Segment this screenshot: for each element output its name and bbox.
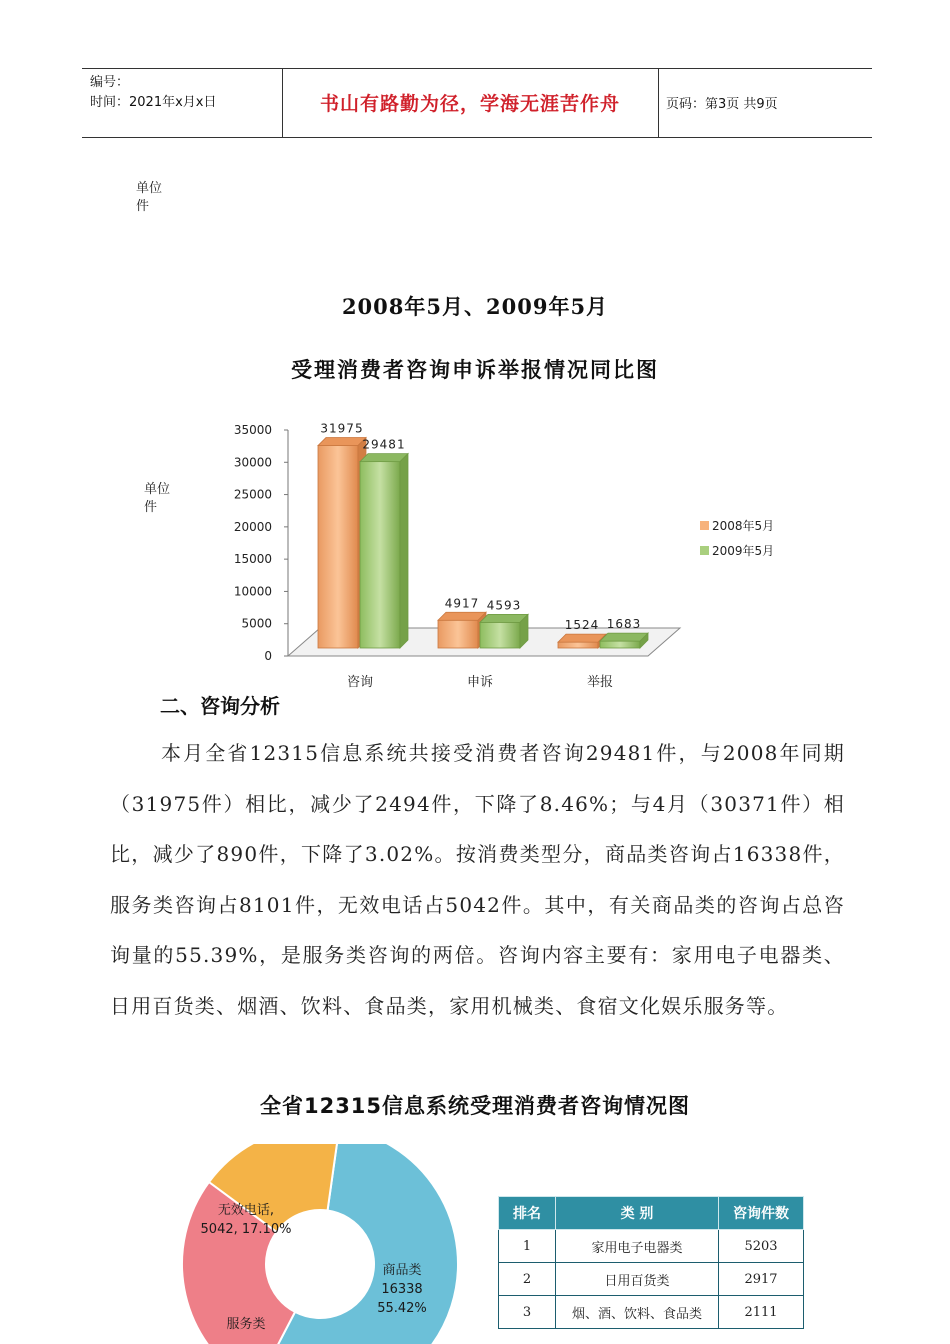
bar xyxy=(558,634,606,648)
table-cell-count: 2111 xyxy=(719,1296,804,1329)
legend-swatch xyxy=(700,546,709,555)
chart-unit-label: 单位 件 xyxy=(144,482,171,515)
bar-front xyxy=(438,620,478,648)
data-label: 1683 xyxy=(606,617,642,632)
table-cell-rank: 3 xyxy=(499,1296,556,1329)
table-cell-rank: 2 xyxy=(499,1263,556,1296)
bar xyxy=(360,454,408,648)
legend-entry: 2009年5月 xyxy=(712,544,775,558)
table-cell-category: 家用电子电器类 xyxy=(556,1230,719,1263)
legend-swatch xyxy=(700,521,709,530)
ranking-table xyxy=(498,1196,804,1329)
table-cell-category: 烟、酒、饮料、食品类 xyxy=(556,1296,719,1329)
date-label: 时间：2021年x月x日 xyxy=(90,95,217,110)
bar-front xyxy=(600,641,640,648)
bar-front xyxy=(480,622,520,648)
data-label: 4593 xyxy=(486,598,522,613)
table-cell-count: 5203 xyxy=(719,1230,804,1263)
table-cell-count: 2917 xyxy=(719,1263,804,1296)
x-category-label: 申诉 xyxy=(466,675,494,690)
page-number: 页码：第3页 共9页 xyxy=(666,97,778,112)
bar xyxy=(600,633,648,648)
bar-front xyxy=(558,642,598,648)
x-category-label: 咨询 xyxy=(346,675,374,690)
figure2-title: 全省12315信息系统受理消费者咨询情况图 xyxy=(259,1094,691,1118)
y-tick-label: 30000 xyxy=(233,455,272,470)
data-label: 4917 xyxy=(444,596,480,611)
analysis-paragraph xyxy=(110,728,845,1031)
table-cell-rank: 1 xyxy=(499,1230,556,1263)
data-label: 29481 xyxy=(362,437,406,452)
slice-label: 无效电话, 5042, 17.10% xyxy=(200,1203,292,1237)
y-tick-label: 15000 xyxy=(233,552,272,567)
bar xyxy=(438,612,486,648)
donut-chart xyxy=(180,1144,510,1344)
section-heading: 二、咨询分析 xyxy=(160,694,280,718)
x-category-label: 举报 xyxy=(586,675,614,690)
y-tick-label: 5000 xyxy=(241,616,272,631)
stray-unit-label: 单位 件 xyxy=(136,181,163,214)
y-tick-label: 20000 xyxy=(233,519,272,534)
chart-title-line2: 受理消费者咨询申诉举报情况同比图 xyxy=(291,358,659,382)
y-tick-label: 10000 xyxy=(233,584,272,599)
column-header-category: 类 别 xyxy=(556,1197,719,1230)
column-header-count: 咨询件数 xyxy=(719,1197,804,1230)
data-label: 1524 xyxy=(564,618,600,633)
column-header-rank: 排名 xyxy=(499,1197,556,1230)
slice-label: 服务类 xyxy=(226,1317,266,1332)
slice-label: 商品类 16338 55.42% xyxy=(377,1263,427,1316)
bar xyxy=(318,438,366,648)
bar-front xyxy=(318,446,358,648)
header-motto: 书山有路勤为径，学海无涯苦作舟 xyxy=(319,93,620,115)
paragraph-text: 本月全省12315信息系统共接受消费者咨询29481件，与2008年同期（31975件）相比，减少了2494件，下降了8.46%；与4月（30371件）相比，减少了890件，下降了3.02%。按消费类型分，商品类咨询占16338件，服务类咨询占8101件，无效电话占5042件。其中，有关商品类的咨询占总咨询量的55.39%，是服务类咨询的两倍。咨询内容主要有：家用电子电器类、日用百货类、烟酒、饮料、食品类，家用机械类、食宿文化娱乐服务等。 xyxy=(110,741,845,1018)
bar-front xyxy=(360,462,400,648)
number-label: 编号： xyxy=(90,75,130,90)
table-cell-category: 日用百货类 xyxy=(556,1263,719,1296)
bar xyxy=(480,614,528,648)
table-row xyxy=(499,1230,804,1263)
data-label: 31975 xyxy=(320,421,364,436)
y-tick-label: 25000 xyxy=(233,487,272,502)
chart-title-line1: 2008年5月、2009年5月 xyxy=(341,294,609,319)
table-row xyxy=(499,1263,804,1296)
bar-side xyxy=(400,454,408,648)
y-tick-label: 0 xyxy=(264,649,272,663)
table-header-row xyxy=(499,1197,804,1230)
legend-entry: 2008年5月 xyxy=(712,519,775,533)
y-tick-label: 35000 xyxy=(233,423,272,437)
table-row xyxy=(499,1296,804,1329)
